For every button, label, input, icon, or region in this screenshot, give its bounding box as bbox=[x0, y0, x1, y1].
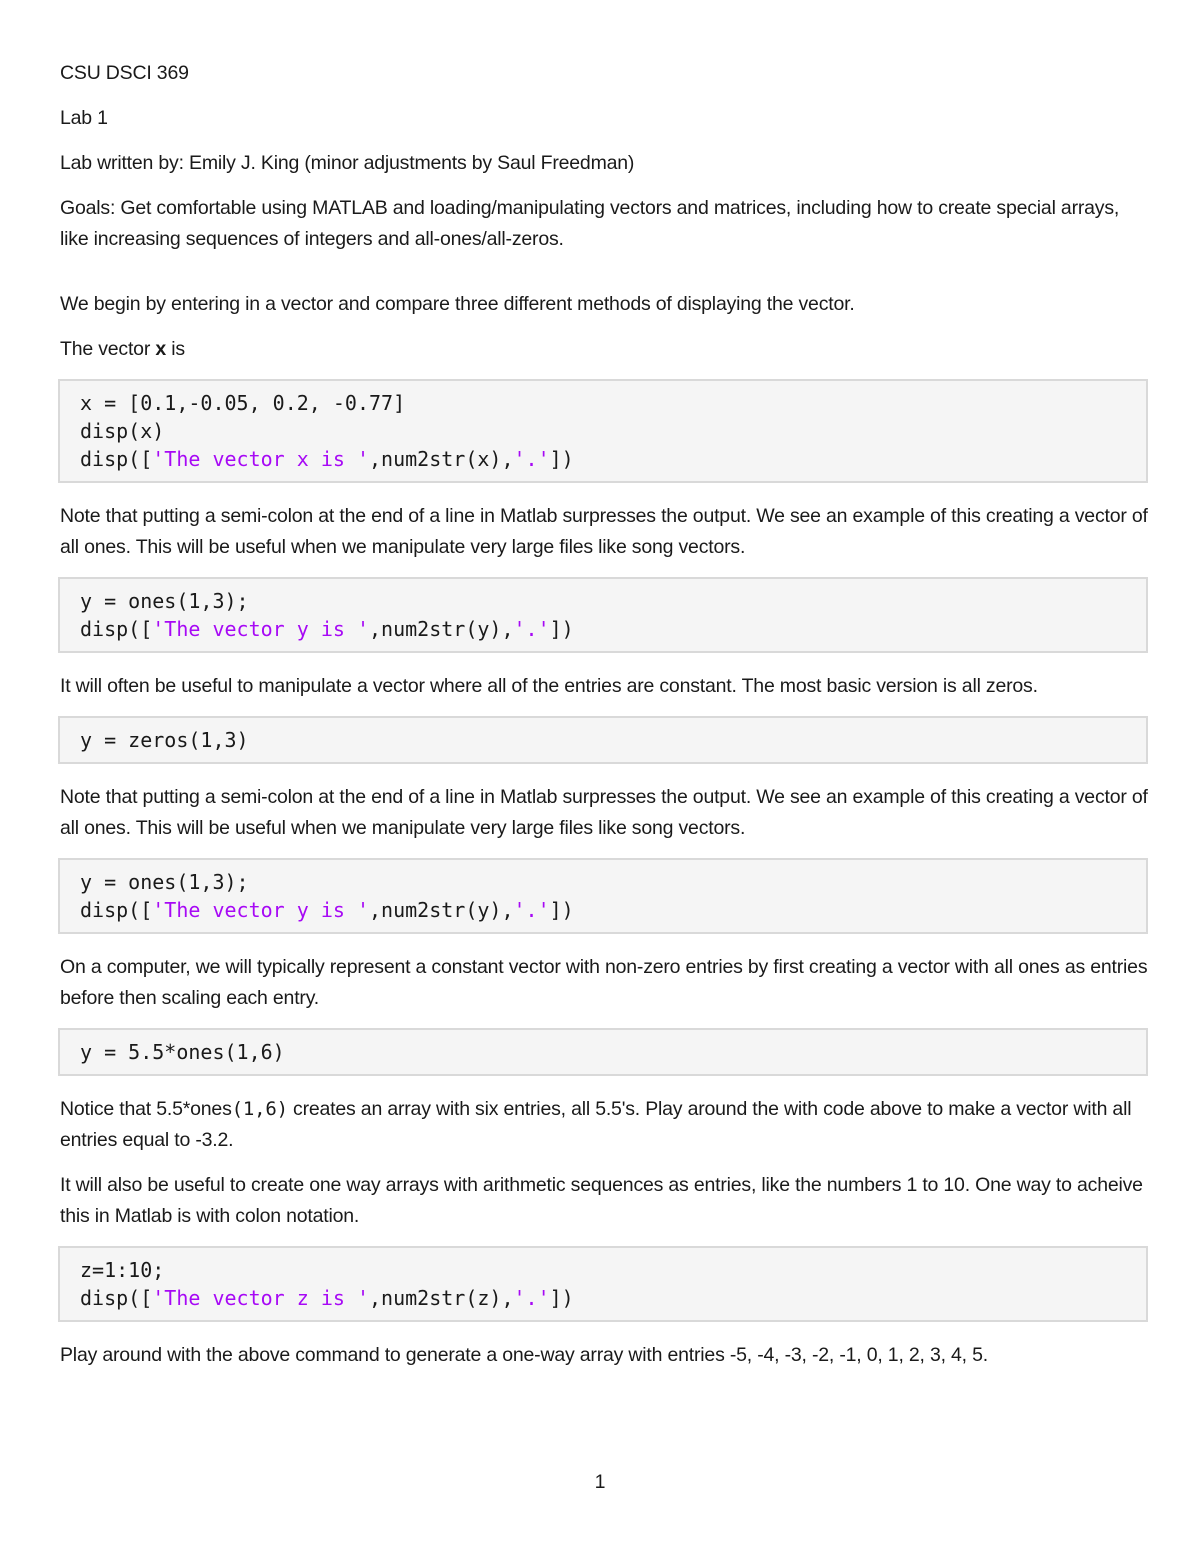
code-token: ]) bbox=[549, 447, 574, 471]
lab-title: Lab 1 bbox=[60, 107, 108, 129]
page-number: 1 bbox=[594, 1471, 606, 1493]
code-token: disp([ bbox=[80, 447, 153, 471]
code-token: ]) bbox=[549, 617, 574, 641]
code-string: 'The vector z is ' bbox=[152, 1286, 369, 1310]
code-line: z=1:10; bbox=[80, 1258, 165, 1282]
code-block-zeros[interactable] bbox=[58, 716, 1148, 764]
code-line: y = ones(1,3); bbox=[80, 589, 249, 613]
code-line: y = 5.5*ones(1,6) bbox=[80, 1040, 285, 1064]
code-string: 'The vector y is ' bbox=[152, 617, 369, 641]
code-line bbox=[80, 445, 1126, 473]
code-line: disp(x) bbox=[80, 419, 165, 443]
author-line: Lab written by: Emily J. King (minor adjustments by Saul Freedman) bbox=[60, 152, 635, 174]
notice-paragraph bbox=[60, 1094, 1148, 1156]
code-token: ,num2str(z), bbox=[369, 1286, 514, 1310]
code-line bbox=[80, 896, 1126, 924]
code-line: y = ones(1,3); bbox=[80, 870, 249, 894]
code-block-ones-2[interactable] bbox=[58, 858, 1148, 934]
intro-paragraph: We begin by entering in a vector and compare three different methods of displaying the vector. bbox=[60, 293, 855, 315]
notice-inline-code: (1,6) bbox=[231, 1098, 288, 1120]
semicolon-paragraph-2: Note that putting a semi-colon at the end of a line in Matlab surpresses the output. We see an example of this creating a vector of all ones. This will be useful when we manipulate very large files like song vectors. bbox=[60, 786, 1148, 839]
code-string: 'The vector y is ' bbox=[152, 898, 369, 922]
vector-x-symbol: x bbox=[155, 338, 166, 360]
code-line: y = zeros(1,3) bbox=[80, 728, 249, 752]
code-block-colon[interactable] bbox=[58, 1246, 1148, 1322]
course-title: CSU DSCI 369 bbox=[60, 62, 189, 84]
vector-x-paragraph bbox=[60, 334, 1148, 365]
code-token: disp([ bbox=[80, 617, 153, 641]
code-block-vector-x[interactable] bbox=[58, 379, 1148, 483]
code-string: 'The vector x is ' bbox=[152, 447, 369, 471]
code-token: ]) bbox=[549, 898, 574, 922]
code-block-ones-1[interactable] bbox=[58, 577, 1148, 653]
code-string: '.' bbox=[513, 898, 550, 922]
code-token: ]) bbox=[549, 1286, 574, 1310]
vector-x-post: is bbox=[166, 338, 185, 360]
document-page bbox=[60, 58, 1148, 1385]
goals-paragraph: Goals: Get comfortable using MATLAB and loading/manipulating vectors and matrices, including how to create special arrays, like increasing sequences of integers and all-ones/all-zeros. bbox=[60, 197, 1120, 250]
code-line bbox=[80, 1284, 1126, 1312]
computer-paragraph: On a computer, we will typically represent a constant vector with non-zero entries by first creating a vector with all ones as entries before then scaling each entry. bbox=[60, 956, 1148, 1009]
code-line: x = [0.1,-0.05, 0.2, -0.77] bbox=[80, 391, 406, 415]
arithmetic-paragraph: It will also be useful to create one way arrays with arithmetic sequences as entries, like the numbers 1 to 10. One way to acheive this in Matlab is with colon notation. bbox=[60, 1174, 1143, 1227]
vector-x-pre: The vector bbox=[60, 338, 156, 360]
code-token: ,num2str(y), bbox=[369, 617, 514, 641]
code-string: '.' bbox=[513, 1286, 550, 1310]
code-token: disp([ bbox=[80, 1286, 153, 1310]
code-token: ,num2str(y), bbox=[369, 898, 514, 922]
code-block-scaled-ones[interactable] bbox=[58, 1028, 1148, 1076]
play-paragraph: Play around with the above command to generate a one-way array with entries -5, -4, -3, -2, -1, 0, 1, 2, 3, 4, 5. bbox=[60, 1344, 988, 1366]
notice-pre: Notice that 5.5*ones bbox=[60, 1098, 232, 1120]
notice-post: creates an array with six entries, all 5.5's. Play around the with code above to make a vector with all entries equal to -3.2. bbox=[60, 1098, 1132, 1151]
code-token: disp([ bbox=[80, 898, 153, 922]
code-token: ,num2str(x), bbox=[369, 447, 514, 471]
code-string: '.' bbox=[513, 617, 550, 641]
code-line bbox=[80, 615, 1126, 643]
constant-paragraph: It will often be useful to manipulate a vector where all of the entries are constant. The most basic version is all zeros. bbox=[60, 675, 1038, 697]
semicolon-paragraph-1: Note that putting a semi-colon at the end of a line in Matlab surpresses the output. We see an example of this creating a vector of all ones. This will be useful when we manipulate very large files like song vectors. bbox=[60, 505, 1148, 558]
code-string: '.' bbox=[513, 447, 550, 471]
